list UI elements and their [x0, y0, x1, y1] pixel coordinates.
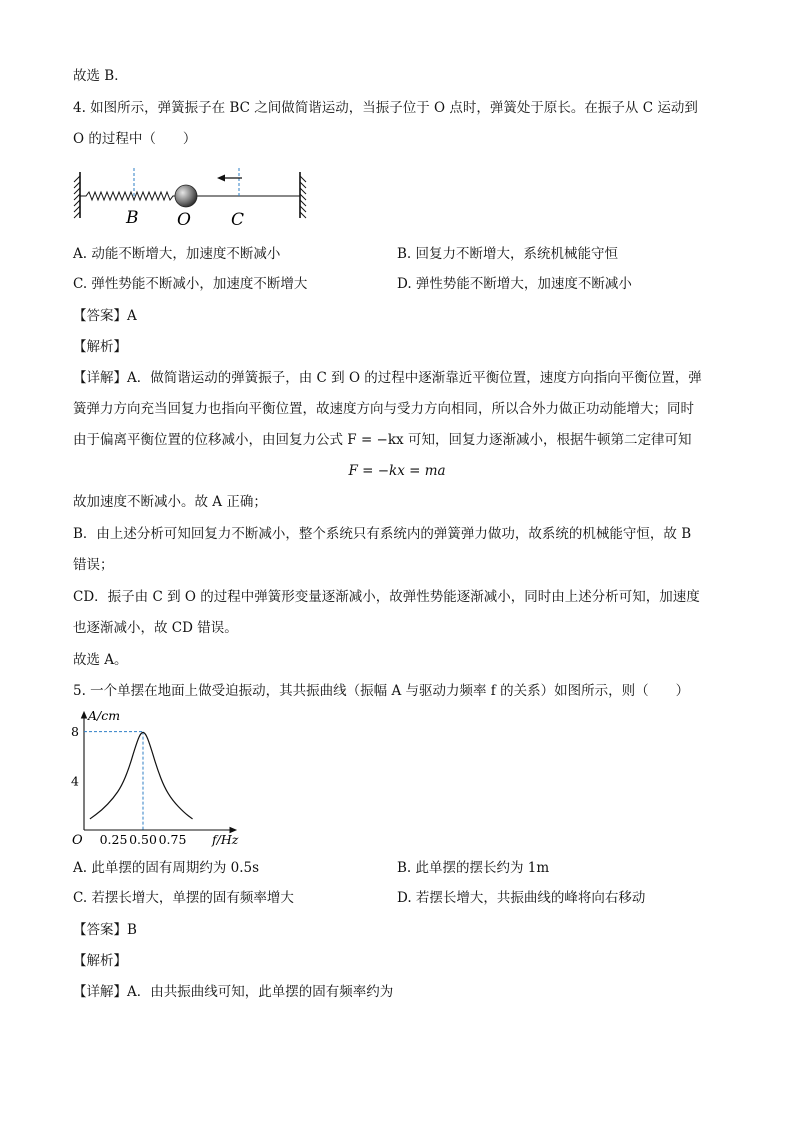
y-tick-label: 4 — [71, 773, 79, 789]
x-tick-label: 0.75 — [158, 832, 187, 847]
previous-conclusion: 故选 B． — [73, 68, 128, 84]
q5-analysis-heading: 【解析】 — [73, 953, 127, 969]
q4-after-formula: 故加速度不断减小。故 A 正确； — [73, 494, 267, 510]
q4-detail-line-3: 由于偏离平衡位置的位移减小，由回复力公式 F = −kx 可知，回复力逐渐减小，根据牛顿第二定律可知 — [73, 432, 692, 448]
x-tick-label: 0.25 — [99, 832, 128, 847]
right-wall-hatch — [300, 176, 306, 218]
y-tick-label: 8 — [71, 724, 79, 740]
q4-stem-line-2: O 的过程中（ ） — [73, 131, 197, 147]
x-tick-label: 0.50 — [129, 832, 157, 847]
label-c: C — [231, 210, 245, 230]
q4-cd-analysis-line-1: CD．振子由 C 到 O 的过程中弹簧形变量逐渐减小，故弹性势能逐渐减小，同时由上述分析可知，加速度 — [73, 589, 700, 605]
q5-option-c: C. 若摆长增大，单摆的固有频率增大 — [73, 890, 294, 906]
q4-detail-line-1: 【详解】A．做简谐运动的弹簧振子，由 C 到 O 的过程中逐渐靠近平衡位置，速度方向指向平衡位置，弹 — [73, 370, 702, 386]
label-o: O — [177, 210, 191, 230]
oscillator-ball — [175, 185, 197, 207]
q4-detail-line-2: 簧弹力方向充当回复力也指向平衡位置，故速度方向与受力方向相同，所以合外力做正功动能增大；同时 — [73, 401, 694, 417]
resonance-curve-chart — [66, 704, 256, 850]
q4-b-analysis-line-1: B．由上述分析可知回复力不断减小，整个系统只有系统内的弹簧弹力做功，故系统的机械能守恒，故 B — [73, 526, 692, 542]
q5-option-a: A. 此单摆的固有周期约为 0.5s — [73, 860, 260, 876]
q4-conclusion: 故选 A。 — [73, 652, 128, 668]
label-b: B — [126, 208, 139, 228]
q4-cd-analysis-line-2: 也逐渐减小，故 CD 错误。 — [73, 620, 238, 636]
q5-option-b: B. 此单摆的摆长约为 1m — [397, 860, 550, 876]
y-axis-label: A/cm — [88, 708, 121, 723]
spring-oscillator-figure — [70, 160, 320, 230]
q4-formula: F = −kx = ma — [348, 463, 446, 479]
spring — [80, 192, 176, 200]
q4-option-c: C. 弹性势能不断减小，加速度不断增大 — [73, 276, 308, 292]
x-axis-label: f/Hz — [212, 832, 239, 847]
q5-detail: 【详解】A．由共振曲线可知，此单摆的固有频率约为 — [73, 984, 394, 1000]
q4-option-b: B. 回复力不断增大，系统机械能守恒 — [397, 246, 619, 262]
resonance-curve-line — [90, 733, 193, 819]
q4-stem-line-1: 4. 如图所示，弹簧振子在 BC 之间做简谐运动，当振子位于 O 点时，弹簧处于原长。在振子从 C 运动到 — [73, 100, 698, 116]
q4-answer: 【答案】A — [73, 308, 137, 324]
q4-option-d: D. 弹性势能不断增大，加速度不断减小 — [397, 276, 632, 292]
arrow-head — [217, 175, 225, 182]
q5-answer: 【答案】B — [73, 922, 137, 938]
origin-label: O — [72, 833, 83, 848]
left-wall-hatch — [74, 176, 80, 218]
q4-analysis-heading: 【解析】 — [73, 339, 127, 355]
q4-option-a: A. 动能不断增大，加速度不断减小 — [73, 246, 281, 262]
q5-stem: 5. 一个单摆在地面上做受迫振动，其共振曲线（振幅 A 与驱动力频率 f 的关系）如图所示，则（ ） — [73, 683, 690, 699]
q5-option-d: D. 若摆长增大，共振曲线的峰将向右移动 — [397, 890, 646, 906]
q4-b-analysis-line-2: 错误； — [73, 557, 114, 573]
